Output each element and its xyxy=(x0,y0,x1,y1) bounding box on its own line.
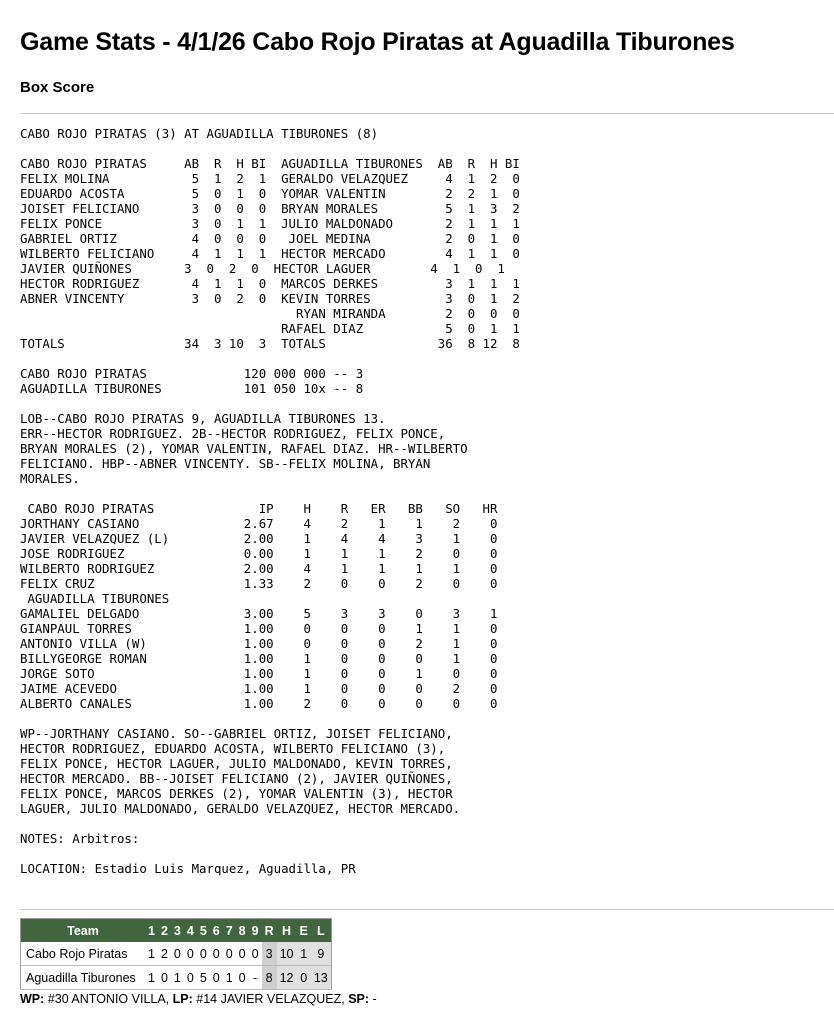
header-inning-7: 7 xyxy=(223,919,236,943)
inning-score: 0 xyxy=(210,942,223,966)
inning-score: 2 xyxy=(158,942,171,966)
page-title: Game Stats - 4/1/26 Cabo Rojo Piratas at Aguadilla Tiburones xyxy=(20,28,735,56)
inning-score: 0 xyxy=(249,942,262,966)
inning-score: 0 xyxy=(184,966,197,990)
inning-score: 5 xyxy=(197,966,210,990)
divider xyxy=(20,113,834,114)
inning-score: 0 xyxy=(210,966,223,990)
inning-score: 0 xyxy=(184,942,197,966)
team-name: Aguadilla Tiburones xyxy=(21,966,146,990)
total-hits: 12 xyxy=(277,966,297,990)
lp-value: #14 JAVIER VELAZQUEZ, xyxy=(196,992,345,1006)
inning-score: 0 xyxy=(236,942,249,966)
inning-score: 0 xyxy=(223,942,236,966)
header-team: Team xyxy=(21,919,146,943)
header-inning-5: 5 xyxy=(197,919,210,943)
sp-label: SP: xyxy=(348,992,370,1006)
section-subtitle: Box Score xyxy=(20,79,95,96)
total-lob: 9 xyxy=(311,942,331,966)
header-runs: R xyxy=(262,919,277,943)
inning-score: 1 xyxy=(223,966,236,990)
header-inning-2: 2 xyxy=(158,919,171,943)
divider xyxy=(20,909,834,910)
inning-score: 0 xyxy=(236,966,249,990)
header-inning-1: 1 xyxy=(145,919,158,943)
inning-score: - xyxy=(249,966,262,990)
total-hits: 10 xyxy=(277,942,297,966)
line-score-header-row xyxy=(21,919,332,943)
header-inning-8: 8 xyxy=(236,919,249,943)
inning-score: 0 xyxy=(197,942,210,966)
header-lob: L xyxy=(311,919,331,943)
header-inning-3: 3 xyxy=(171,919,184,943)
inning-score: 1 xyxy=(145,966,158,990)
box-score-text: CABO ROJO PIRATAS (3) AT AGUADILLA TIBURONES (8) CABO ROJO PIRATAS AB R H BI AGUADILLA TIBURONES AB R H BI FELIX MOLINA 5 1 2 1 GERALDO VELAZQUEZ 4 1 2 0 EDUARDO ACOSTA 5 0 1 0 YOMAR VALENTIN 2 2 1 0 JOISET FELICIANO 3 0 0 0 BRYAN MORALES 5 1 3 2 FELIX PONCE 3 0 1 1 JULIO MALDONADO 2 1 1 1 GABRIEL ORTIZ 4 0 0 0 JOEL MEDINA 2 0 1 0 WILBERTO FELICIANO 4 1 1 1 HECTOR MERCADO 4 1 1 0 JAVIER QUIÑONES 3 0 2 0 HECTOR LAGUER 4 1 0 1 HECTOR RODRIGUEZ 4 1 1 0 MARCOS DERKES 3 1 1 1 ABNER VINCENTY 3 0 2 0 KEVIN TORRES 3 0 1 2 RYAN MIRANDA 2 0 0 0 RAFAEL DIAZ 5 0 1 1 TOTALS 34 3 10 3 TOTALS 36 8 12 8 CABO ROJO PIRATAS 120 000 000 -- 3 AGUADILLA TIBURONES 101 050 10x -- 8 LOB--CABO ROJO PIRATAS 9, AGUADILLA TIBURONES 13. ERR--HECTOR RODRIGUEZ. 2B--HECTOR RODRIGUEZ, FELIX PONCE, BRYAN MORALES (2), YOMAR VALENTIN, RAFAEL DIAZ. HR--WILBERTO FELICIANO. HBP--ABNER VINCENTY. SB--FELIX MOLINA, BRYAN MORALES. CABO ROJO PIRATAS IP H R ER BB SO HR JORTHANY CASIANO 2.67 4 2 1 1 2 0 JAVIER VELAZQUEZ (L) 2.00 1 4 4 3 1 0 JOSE RODRIGUEZ 0.00 1 1 1 2 0 0 WILBERTO RODRIGUEZ 2.00 4 1 1 1 1 0 FELIX CRUZ 1.33 2 0 0 2 0 0 AGUADILLA TIBURONES GAMALIEL DELGADO 3.00 5 3 3 0 3 1 GIANPAUL TORRES 1.00 0 0 0 1 1 0 ANTONIO VILLA (W) 1.00 0 0 0 2 1 0 BILLYGEORGE ROMAN 1.00 1 0 0 0 1 0 JORGE SOTO 1.00 1 0 0 1 0 0 JAIME ACEVEDO 1.00 1 0 0 0 2 0 ALBERTO CANALES 1.00 2 0 0 0 0 0 WP--JORTHANY CASIANO. SO--GABRIEL ORTIZ, JOISET FELICIANO, HECTOR RODRIGUEZ, EDUARDO ACOSTA, WILBERTO FELICIANO (3), FELIX PONCE, HECTOR LAGUER, JULIO MALDONADO, KEVIN TORRES, HECTOR MERCADO. BB--JOISET FELICIANO (2), JAVIER QUIÑONES, FELIX PONCE, MARCOS DERKES (2), YOMAR VALENTIN (3), HECTOR LAGUER, JULIO MALDONADO, GERALDO VELAZQUEZ, HECTOR MERCADO. NOTES: Arbitros: LOCATION: Estadio Luis Marquez, Aguadilla, PR xyxy=(20,126,520,876)
header-hits: H xyxy=(277,919,297,943)
total-lob: 13 xyxy=(311,966,331,990)
inning-score: 1 xyxy=(145,942,158,966)
header-inning-4: 4 xyxy=(184,919,197,943)
line-score-row-away xyxy=(21,942,332,966)
line-score-table xyxy=(20,918,332,990)
inning-score: 0 xyxy=(171,942,184,966)
inning-score: 0 xyxy=(158,966,171,990)
line-score-row-home xyxy=(21,966,332,990)
total-errors: 1 xyxy=(297,942,311,966)
header-errors: E xyxy=(297,919,311,943)
lp-label: LP: xyxy=(172,992,193,1006)
total-runs: 3 xyxy=(262,942,277,966)
sp-value: - xyxy=(372,992,377,1006)
header-inning-9: 9 xyxy=(249,919,262,943)
team-name: Cabo Rojo Piratas xyxy=(21,942,146,966)
wp-label: WP: xyxy=(20,992,45,1006)
total-errors: 0 xyxy=(297,966,311,990)
wp-value: #30 ANTONIO VILLA, xyxy=(47,992,170,1006)
pitching-decisions xyxy=(20,992,377,1006)
total-runs: 8 xyxy=(262,966,277,990)
header-inning-6: 6 xyxy=(210,919,223,943)
inning-score: 1 xyxy=(171,966,184,990)
